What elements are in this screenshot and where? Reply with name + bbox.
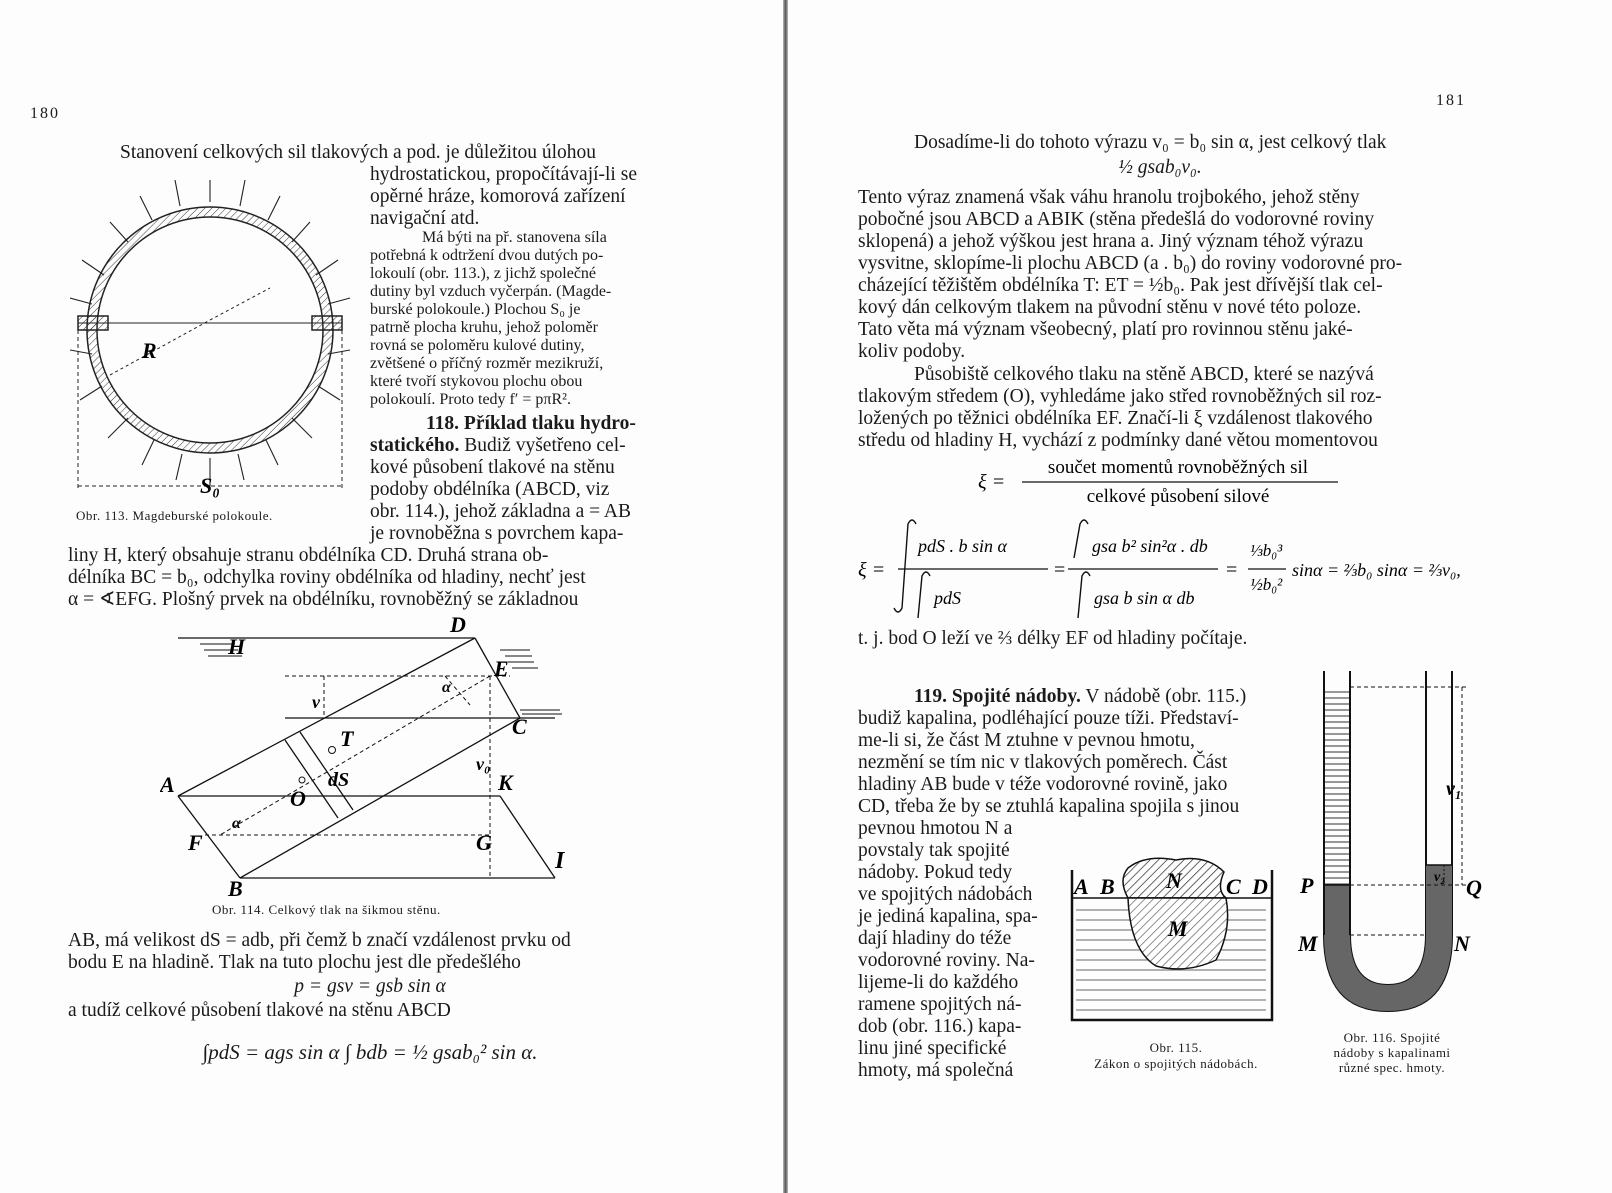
body-line: dají hladiny do téže: [858, 928, 1012, 949]
body-line: ložených po těžnici obdélníka EF. Značí-li ξ vzdálenost tlakového: [858, 408, 1373, 429]
left-page: [0, 0, 785, 1193]
body-line: liny H, který obsahuje stranu obdélníka CD. Druhá strana ob-: [68, 545, 549, 566]
label-H: H: [228, 634, 246, 659]
small-line: které tvoří stykovou plochu obou: [370, 373, 583, 390]
label-B: B: [1100, 874, 1115, 899]
body-line: budiž kapalina, podléhající pouze tíži. Představí-: [858, 708, 1239, 729]
section-119: [858, 686, 1288, 818]
section-118-line: je rovnoběžna s povrchem kapa-: [370, 523, 624, 544]
section-118-heading: 118. Příklad tlaku hydro-: [426, 413, 636, 434]
paragraph-2: [858, 364, 1464, 452]
small-line: potřebná k odtržení dvou dutých po-: [370, 247, 604, 264]
label-D: D: [450, 612, 466, 637]
label-T: T: [340, 726, 354, 751]
label-M: M: [1168, 916, 1188, 941]
body-line: ve spojitých nádobách: [858, 884, 1033, 905]
section-119-narrow: [858, 818, 1058, 1082]
svg-text:pdS: pdS: [934, 588, 961, 608]
body-line: Tato věta má význam všeobecný, platí pro rovinnou stěnu jaké-: [858, 319, 1353, 340]
equation-half: ½ gsab₀v₀.: [1118, 157, 1202, 178]
body-line: hladiny AB bude v téže vodorovné rovině, jako: [858, 774, 1228, 795]
body-line: V nádobě (obr. 115.): [1085, 686, 1247, 707]
label-F: F: [188, 830, 203, 855]
small-line: patrně plocha kruhu, jehož poloměr: [370, 319, 598, 336]
svg-text:⅓b₀³: ⅓b₀³: [1250, 541, 1283, 560]
figure-114-caption: Obr. 114. Celkový tlak na šikmou stěnu.: [212, 902, 441, 917]
fraction-denominator: celkové působení silové: [1086, 486, 1270, 507]
figure-116-caption-line: Obr. 116. Spojité: [1343, 1030, 1441, 1045]
label-Q: Q: [1466, 875, 1482, 900]
body-line: me-li si, že část M ztuhne v pevnou hmotu,: [858, 730, 1195, 751]
conclusion-line: t. j. bod O leží ve ⅔ délky EF od hladiny počítaje.: [858, 628, 1248, 649]
small-line: rovná se poloměru kulové dutiny,: [370, 337, 585, 354]
label-N: N: [1454, 931, 1470, 956]
svg-text:gsa b² sin²α . db: gsa b² sin²α . db: [1092, 536, 1208, 556]
label-N: N: [1166, 868, 1182, 893]
svg-text:ξ =: ξ =: [978, 471, 1006, 493]
figure-114-inclined-wall: [160, 610, 600, 900]
magdeburg-paragraph: [370, 229, 672, 409]
fraction-numerator: součet momentů rovnoběžných sil: [1047, 457, 1309, 478]
label-C: C: [512, 714, 527, 739]
figure-115-caption-line: Zákon o spojitých nádobách.: [1094, 1056, 1258, 1071]
label-A: A: [160, 772, 175, 797]
body-line: dob (obr. 116.) kapa-: [858, 1016, 1022, 1037]
body-line: koliv podoby.: [858, 341, 966, 362]
section-118-line: Budiž vyšetřeno cel-: [464, 435, 626, 456]
body-line: pobočné jsou ABCD a ABIK (stěna předešlá do vodorovné roviny: [858, 209, 1375, 230]
body-line: je jediná kapalina, spa-: [858, 906, 1038, 927]
section-118-line: obr. 114.), jehož základna a = AB: [370, 501, 631, 522]
body-line: AB, má velikost dS = adb, při čemž b značí vzdálenost prvku od: [68, 930, 571, 951]
after-figure-text: [68, 930, 672, 974]
body-line: CD, třeba že by se ztuhlá kapalina spojila s jinou: [858, 796, 1240, 817]
right-page: [788, 0, 1612, 1193]
label-v1: v₁: [1446, 778, 1462, 800]
body-line: povstaly tak spojité: [858, 840, 1010, 861]
body-line: vodorovné roviny. Na-: [858, 950, 1035, 971]
label-B: B: [228, 876, 243, 900]
label-E: E: [494, 656, 509, 681]
label-v: v: [312, 692, 320, 712]
section-118-line: podoby obdélníka (ABCD, viz: [370, 479, 610, 500]
fraction-xi-definition: [978, 452, 1348, 508]
label-alpha-bottom: α: [232, 815, 241, 832]
intro-first-line: Stanovení celkových sil tlakových a pod. je důležitou úlohou: [120, 142, 597, 163]
body-line: kový dán celkovým tlakem na původní stěnu v nové této poloze.: [858, 297, 1362, 318]
label-G: G: [476, 830, 492, 855]
body-line: středu od hladiny H, vychází z podmínky dané větou momentovou: [858, 430, 1378, 451]
body-line: délníka BC = b₀, odchylka roviny obdélníka od hladiny, nechť jest: [68, 567, 586, 588]
small-line: zvětšené o příčný rozměr mezikruží,: [370, 355, 604, 372]
xi-result: sinα = ⅔b₀ sinα = ⅔v₀,: [1292, 560, 1461, 580]
small-line: dutiny byl vzduch vyčerpán. (Magde-: [370, 283, 612, 300]
section-118-heading-2: statického.: [370, 435, 460, 456]
figure-115-caption-line: Obr. 115.: [1149, 1040, 1203, 1055]
svg-text:½b₀²: ½b₀²: [1250, 575, 1283, 594]
intro-line: hydrostatickou, propočítávají-li se: [370, 164, 637, 185]
figure-113-magdeburg-hemispheres: [70, 180, 370, 500]
equation-xi-integrals: [858, 512, 1478, 624]
section-119-heading: 119. Spojité nádoby.: [914, 686, 1081, 707]
section-118: [370, 413, 672, 545]
figure-116-caption-line: nádoby s kapalinami: [1333, 1045, 1451, 1060]
body-line: ramene spojitých ná-: [858, 994, 1022, 1015]
label-v0: v₀: [476, 754, 491, 774]
body-line: sklopená) a jehož výškou jest hrana a. Jiný význam téhož výrazu: [858, 231, 1364, 252]
label-I: I: [555, 848, 565, 874]
label-O: O: [290, 786, 306, 811]
intro-text: [370, 164, 672, 230]
top-line: Dosadíme-li do tohoto výrazu v₀ = b₀ sin α, jest celkový tlak: [914, 132, 1387, 153]
body-line: cházející těžištěm obdélníka T: ET = ½b₀. Pak jest dřívější tlak cel-: [858, 275, 1383, 296]
figure-116-u-tube: [1298, 665, 1498, 1025]
body-line: Působiště celkového tlaku na stěně ABCD, které se nazývá: [914, 364, 1374, 385]
section-118-full: [68, 545, 672, 611]
svg-text:=: =: [1226, 559, 1238, 581]
body-line: tlakovým středem (O), vyhledáme jako střed rovnoběžných sil roz-: [858, 386, 1382, 407]
body-line: hmoty, má společná: [858, 1060, 1014, 1081]
body-line: α = ∢EFG. Plošný prvek na obdélníku, rovnoběžný se základnou: [68, 589, 579, 610]
figure-116-caption: [1292, 1030, 1492, 1075]
label-D: D: [1252, 874, 1268, 899]
body-line: lijeme-li do každého: [858, 972, 1019, 993]
figure-113-caption: Obr. 113. Magdeburské polokoule.: [76, 508, 273, 523]
body-line: bodu E na hladině. Tlak na tuto plochu jest dle předešlého: [68, 952, 521, 973]
label-R: R: [142, 338, 157, 363]
small-line: Má býti na př. stanovena síla: [422, 229, 607, 246]
page-number-right: 181: [1436, 92, 1466, 109]
figure-116-caption-line: různé spec. hmoty.: [1338, 1060, 1446, 1075]
xi-symbol: ξ =: [858, 559, 886, 581]
figure-115-caption: [1064, 1040, 1288, 1072]
label-P: P: [1300, 873, 1314, 898]
body-line: nádoby. Pokud tedy: [858, 862, 1013, 883]
svg-text:pdS . b sin α: pdS . b sin α: [918, 536, 1007, 556]
paragraph-1: [858, 187, 1464, 363]
page-number-left: 180: [30, 105, 60, 122]
body-line: Tento výraz znamená však váhu hranolu trojbokého, jehož stěny: [858, 187, 1360, 208]
svg-text:gsa b sin α db: gsa b sin α db: [1094, 588, 1195, 608]
label-S0: S₀: [200, 473, 220, 498]
small-line: lokoulí (obr. 113.), z jichž společné: [370, 265, 597, 282]
intro-line: opěrné hráze, komorová zařízení: [370, 186, 626, 207]
label-v2: v₂: [1434, 870, 1446, 885]
equation-total-pressure: ∫pdS = ags sin α ∫ bdb = ½ gsab₀² sin α.: [202, 1040, 538, 1064]
small-line: burské polokoule.) Plochou S₀ je: [370, 301, 581, 318]
svg-text:=: =: [1054, 559, 1066, 581]
body-line: a tudíž celkové působení tlakové na stěnu ABCD: [68, 1000, 451, 1021]
small-line: polokoulí. Proto tedy f′ = pπR².: [370, 391, 571, 408]
body-line: vysvitne, sklopíme-li plochu ABCD (a . b₀) do roviny vodorovné pro-: [858, 253, 1403, 274]
intro-line: navigační atd.: [370, 208, 480, 229]
label-C: C: [1226, 874, 1241, 899]
label-K: K: [498, 770, 513, 795]
equation-pressure: p = gsv = gsb sin α: [294, 976, 446, 997]
body-line: nezmění se tím nic v tlakových poměrech. Část: [858, 752, 1228, 773]
body-line: linu jiné specifické: [858, 1038, 1007, 1059]
label-dS: dS: [328, 769, 350, 791]
label-A: A: [1074, 874, 1089, 899]
label-M: M: [1298, 931, 1318, 956]
figure-115-connected-vessels: [1066, 850, 1286, 1030]
section-118-line: kové působení tlakové na stěnu: [370, 457, 615, 478]
body-line: pevnou hmotou N a: [858, 818, 1013, 839]
label-alpha-top: α: [442, 679, 451, 696]
